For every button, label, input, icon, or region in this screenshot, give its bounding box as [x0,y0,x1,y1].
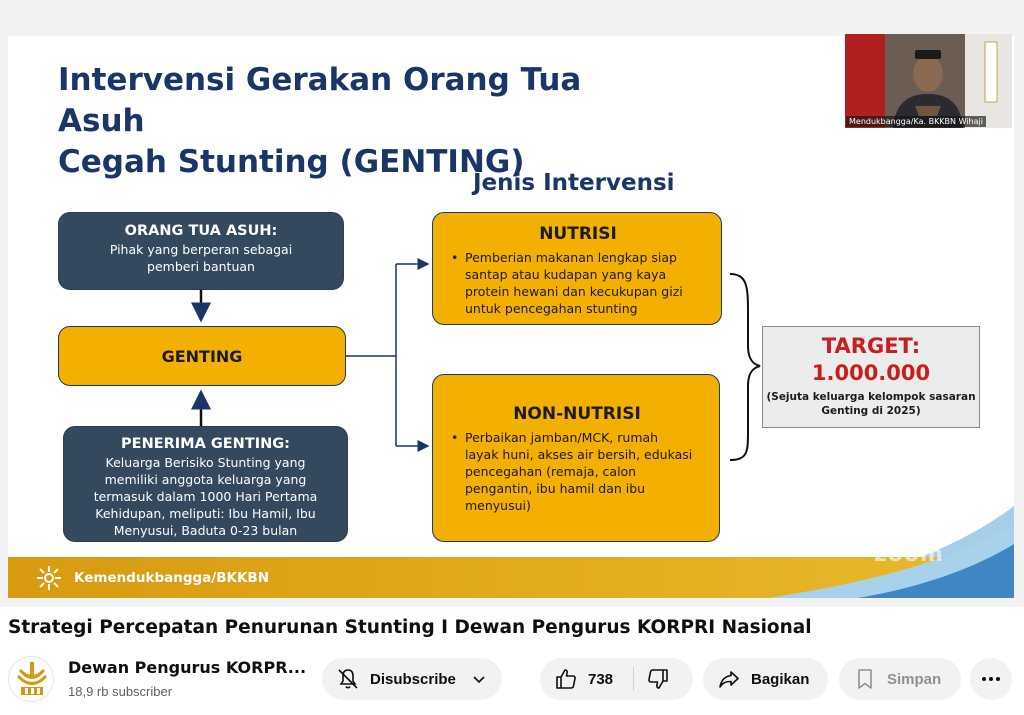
subscriber-count: 18,9 rb subscriber [68,684,173,699]
logo-flower-icon [34,565,64,591]
speaker-video [845,34,1012,128]
non-nutrisi-box: NON-NUTRISI • Perbaikan jamban/MCK, rumah layak huni, akses air bersih, edukasi pencegahan (remaja, calon pengantin, ibu hamil dan ibu menyusui) [432,374,720,542]
korpri-logo-icon [9,657,54,702]
channel-name[interactable]: Dewan Pengurus KORPR... [68,658,307,677]
genting-box: GENTING [58,326,346,386]
video-title: Strategi Percepatan Penurunan Stunting I Dewan Pengurus KORPRI Nasional [8,617,812,638]
thumbs-up-icon[interactable] [554,667,578,691]
speaker-camera-inset [845,34,1012,128]
speaker-name-label: Mendukbangga/Ka. BKKBN Wihaji [846,116,986,127]
subscribe-label: Disubscribe [370,670,456,688]
orang-tua-asuh-box: ORANG TUA ASUH: Pihak yang berperan sebagai pemberi bantuan [58,212,344,290]
target-box: TARGET: 1.000.000 (Sejuta keluarga kelompok sasaran Genting di 2025) [762,326,980,428]
penerima-genting-box: PENERIMA GENTING: Keluarga Berisiko Stunting yang memiliki anggota keluarga yang termasuk dalam 1000 Hari Pertama Kehidupan, meliputi: Ibu Hamil, Ibu Menyusui, Baduta 0-23 bulan [63,426,348,542]
more-actions-button[interactable] [970,658,1012,700]
like-dislike-group [540,658,693,700]
share-label: Bagikan [751,670,810,688]
slide-title: Intervensi Gerakan Orang Tua Asuh Cegah Stunting (GENTING) [58,62,582,180]
bookmark-icon [853,667,877,691]
more-icon [980,668,1002,690]
jenis-intervensi-heading: Jenis Intervensi [473,170,675,196]
save-label: Simpan [887,670,942,688]
zoom-watermark: zoom [874,542,944,567]
thumbs-down-icon[interactable] [646,667,670,691]
save-button[interactable] [839,658,961,700]
like-count[interactable]: 738 [588,670,614,688]
non-nutrisi-text: • Perbaikan jamban/MCK, rumah layak huni, akses air bersih, edukasi pencegahan (remaja, calon pengantin, ibu hamil dan ibu menyusui) [451,429,703,514]
subscribe-button[interactable] [322,658,502,700]
nutrisi-box: NUTRISI • Pemberian makanan lengkap siap santap atau kudapan yang kaya protein hewani dan kecukupan gizi untuk pencegahan stunting [432,212,722,325]
nutrisi-text: • Pemberian makanan lengkap siap santap atau kudapan yang kaya protein hewani dan kecukupan gizi untuk pencegahan stunting [451,249,705,317]
share-button[interactable] [703,658,828,700]
channel-avatar[interactable] [8,656,54,702]
chevron-down-icon [470,670,488,688]
footer-org-name: Kemendukbangga/BKKBN [74,570,270,586]
like-separator [633,667,634,691]
bell-off-icon [336,667,360,691]
share-icon [717,667,741,691]
